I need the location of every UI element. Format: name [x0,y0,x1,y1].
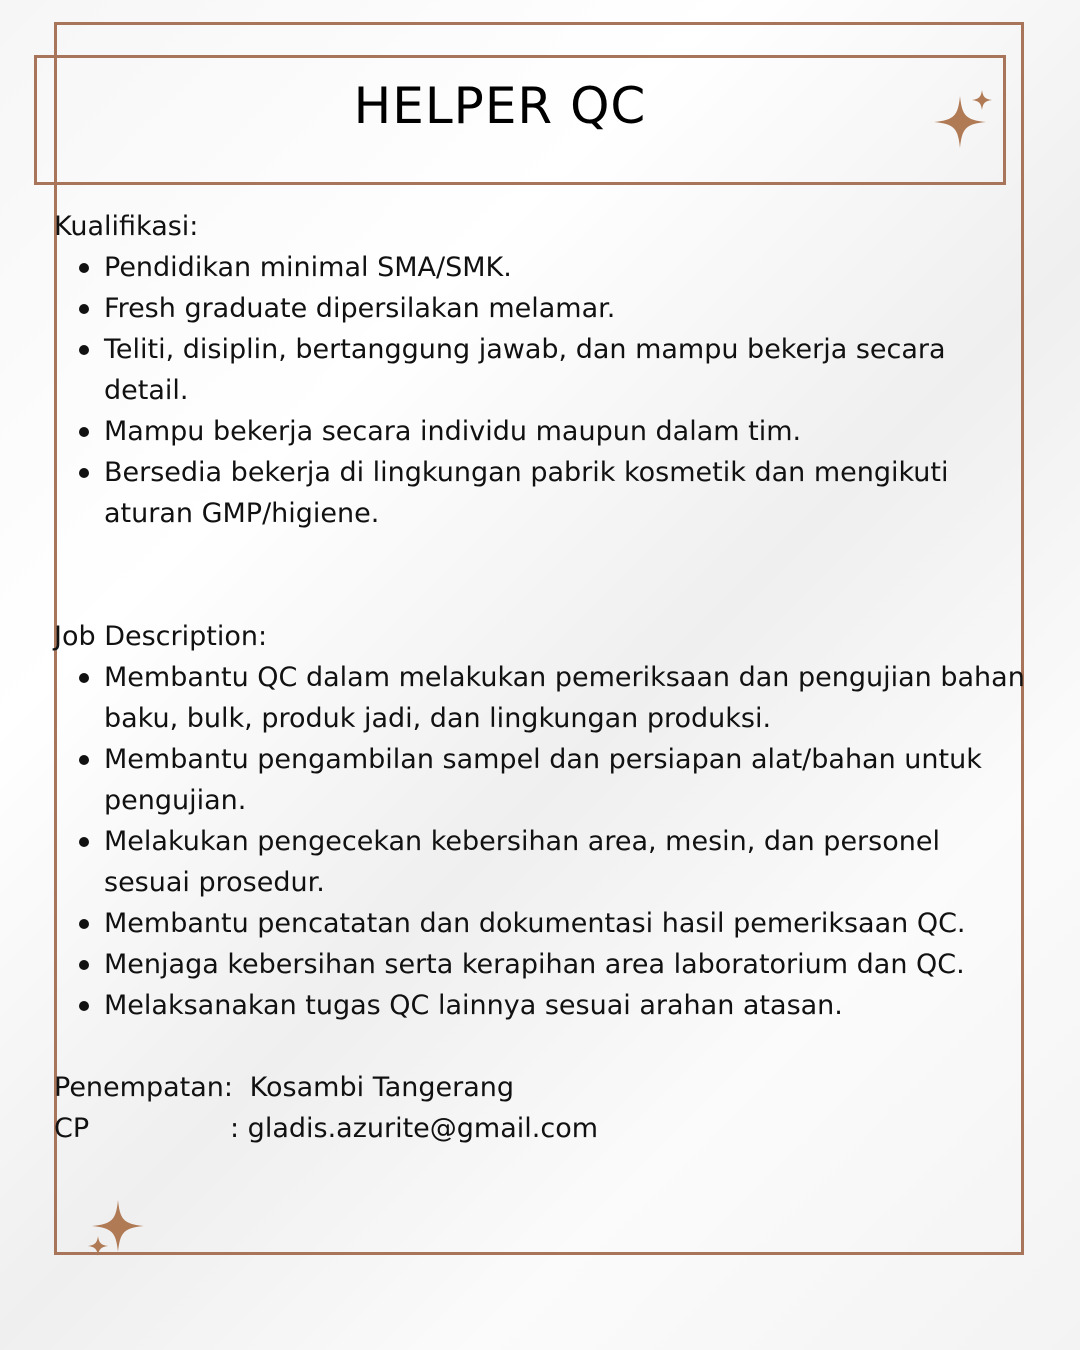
page-title: HELPER QC [353,77,647,135]
list-item: Menjaga kebersihan serta kerapihan area laboratorium dan QC. [104,944,1034,985]
contact-email: : gladis.azurite@gmail.com [230,1113,599,1144]
list-item: Melakukan pengecekan kebersihan area, mesin, dan personel sesuai prosedur. [104,821,1034,903]
list-item: Fresh graduate dipersilakan melamar. [104,288,1034,329]
contact-label: CP [54,1113,90,1144]
qualifications-heading: Kualifikasi: [54,211,199,242]
sparkle-icon-top [930,88,994,152]
list-item: Teliti, disiplin, bertanggung jawab, dan mampu bekerja secara detail. [104,329,1034,411]
section-spacer [54,534,1034,616]
list-item: Pendidikan minimal SMA/SMK. [104,247,1034,288]
placement-label: Penempatan: [54,1072,233,1103]
qualifications-list [54,247,1034,534]
list-item: Bersedia bekerja di lingkungan pabrik kosmetik dan mengikuti aturan GMP/higiene. [104,452,1034,534]
placement-row [54,1067,1034,1108]
list-item: Membantu pencatatan dan dokumentasi hasil pemeriksaan QC. [104,903,1034,944]
list-item: Membantu QC dalam melakukan pemeriksaan dan pengujian bahan baku, bulk, produk jadi, dan lingkungan produksi. [104,657,1034,739]
contact-row [54,1108,1034,1149]
placement-value: Kosambi Tangerang [249,1072,515,1103]
list-item: Melaksanakan tugas QC lainnya sesuai arahan atasan. [104,985,1034,1026]
list-item: Membantu pengambilan sampel dan persiapan alat/bahan untuk pengujian. [104,739,1034,821]
job-description-heading: Job Description: [54,621,268,652]
job-content [54,206,1034,1149]
sparkle-icon-bottom [86,1198,150,1262]
list-item: Mampu bekerja secara individu maupun dalam tim. [104,411,1034,452]
section-spacer [54,1026,1034,1067]
job-description-list [54,657,1034,1026]
